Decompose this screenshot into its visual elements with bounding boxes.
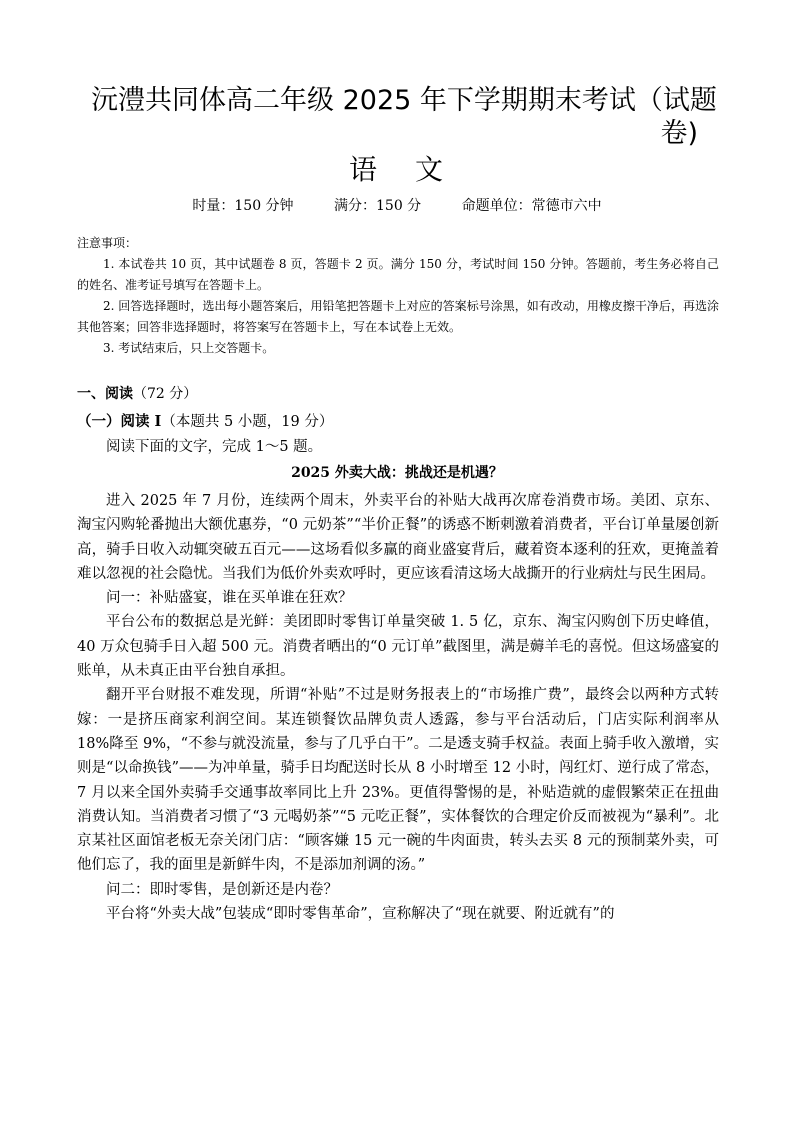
article-paragraph: 进入 2025 年 7 月份，连续两个周末，外卖平台的补贴大战再次席卷消费市场。美团、京东、淘宝闪购轮番抛出大额优惠券，“0 元奶茶”“半价正餐”的诱惑不断刺激着消费者，平台订单量屡创新高，骑手日收入动辄突破五百元——这场看似多赢的商业盛宴背后，藏着资本逐利的狂欢，更掩盖着难以忽视的社会隐忧。当我们为低价外卖欢呼时，更应该看清这场大战撕开的行业病灶与民生困局。 — [77, 493, 719, 582]
notice-item: 2. 回答选择题时，选出每小题答案后，用铅笔把答题卡上对应的答案标号涂黑，如有改动，用橡皮擦干净后，再选涂其他答案；回答非选择题时，将答案写在答题卡上，写在本试卷上无效。 — [77, 299, 719, 334]
subject-char-2: 文 — [415, 153, 446, 186]
reading-instruction: 阅读下面的文字，完成 1～5 题。 — [106, 439, 323, 455]
article-paragraph: 平台公布的数据总是光鲜：美团即时零售订单量突破 1. 5 亿，京东、淘宝闪购创下历史峰值，40 万众包骑手日入超 500 元。消费者晒出的“0 元订单”截图里，满是薅羊毛的喜悦。但这场盛宴的账单，从未真正由平台独自承担。 — [77, 614, 719, 680]
subject-char-1: 语 — [348, 153, 379, 186]
full-score: 满分：150 分 — [334, 198, 422, 214]
section-score: （72 分） — [133, 386, 198, 402]
exam-title-continued: 卷) — [660, 118, 698, 149]
notice-block — [77, 233, 719, 359]
subject-title — [0, 152, 794, 188]
exam-title: 沅澧共同体高二年级 2025 年下学期期末考试（试题 — [91, 85, 717, 116]
article-body — [77, 489, 719, 926]
notice-item: 3. 考试结束后，只上交答题卡。 — [103, 341, 275, 355]
article-question-heading: 问二：即时零售，是创新还是内卷？ — [106, 881, 338, 898]
article-paragraph: 平台将“外卖大战”包装成“即时零售革命”，宣称解决了“现在就要、附近就有”的 — [106, 906, 615, 923]
subsection-heading — [77, 412, 333, 432]
section-heading — [77, 384, 197, 404]
subsection-label: （一）阅读 I — [77, 413, 162, 430]
section-label: 一、阅读 — [77, 386, 133, 402]
time-limit: 时量：150 分钟 — [192, 198, 294, 214]
notice-heading: 注意事项： — [77, 236, 138, 250]
subsection-detail: （本题共 5 小题，19 分） — [161, 414, 334, 430]
article-title: 2025 外卖大战：挑战还是机遇？ — [291, 465, 503, 481]
notice-item: 1. 本试卷共 10 页，其中试题卷 8 页，答题卡 2 页。满分 150 分，考试时间 150 分钟。答题前，考生务必将自己的姓名、准考证号填写在答题卡上。 — [77, 257, 719, 292]
exam-meta — [0, 196, 794, 216]
setter-unit: 命题单位：常德市六中 — [461, 198, 602, 214]
article-paragraph: 翻开平台财报不难发现，所谓“补贴”不过是财务报表上的“市场推广费”，最终会以两种方式转嫁：一是挤压商家利润空间。某连锁餐饮品牌负责人透露，参与平台活动后，门店实际利润率从 18%降至 9%，“不参与就没流量，参与了几乎白干”。二是透支骑手权益。表面上骑手收入激增，实则是“以命换钱”——为冲单量，骑手日均配送时长从 8 小时增至 12 小时，闯红灯、逆行成了常态，7 月以来全国外卖骑手交通事故率同比上升 23%。更值得警惕的是，补贴造就的虚假繁荣正在扭曲消费认知。当消费者习惯了“3 元喝奶茶”“5 元吃正餐”，实体餐饮的合理定价反而被视为“暴利”。北京某社区面馆老板无奈关闭门店：“顾客嫌 15 元一碗的牛肉面贵，转头去买 8 元的预制菜外卖，可他们忘了，我的面里是新鲜牛肉，不是添加剂调的汤。” — [77, 687, 719, 874]
article-question-heading: 问一：补贴盛宴，谁在买单谁在狂欢？ — [106, 590, 353, 607]
